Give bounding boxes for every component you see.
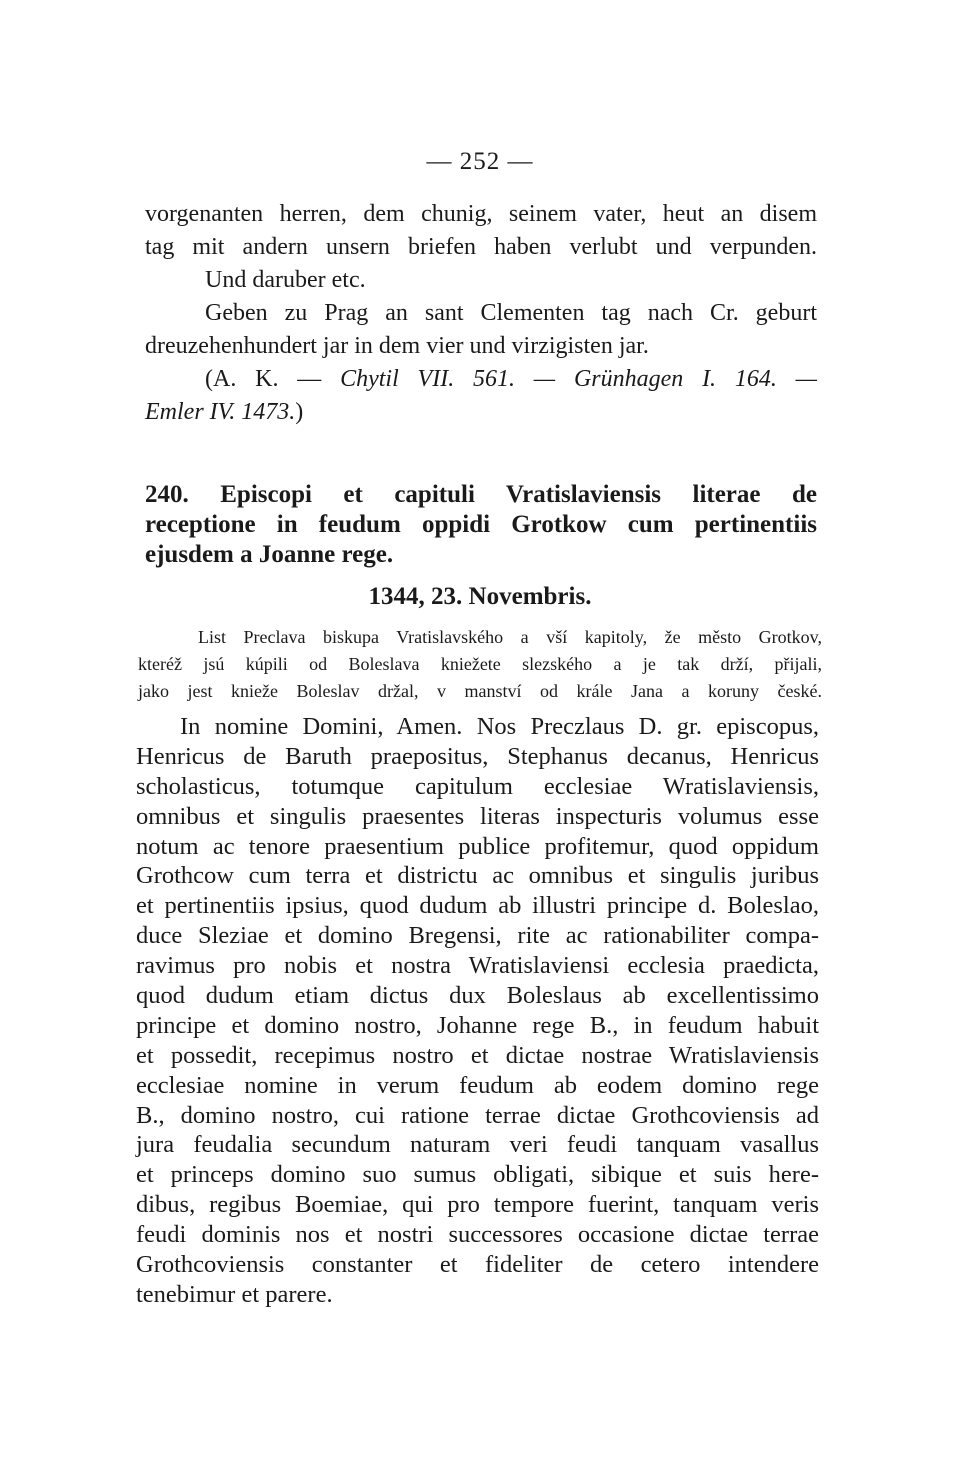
heading-line: ejusdem a Joanne rege. [145, 541, 394, 568]
body-line: et princeps domino suo sumus obligati, sibique et suis here- [136, 1161, 819, 1189]
body-line: Henricus de Baruth praepositus, Stephanus decanus, Henricus [136, 742, 819, 770]
body-line: omnibus et singulis praesentes literas inspecturis volumus esse [136, 802, 819, 830]
reference-line [145, 363, 817, 396]
text-line: dreuzehenhundert jar in dem vier und virzigisten jar. [145, 333, 649, 359]
text-line: Und daruber etc. [205, 267, 366, 293]
summary-line: kteréž jsú kúpili od Boleslava kniežete slezského a je tak drží, přijali, [138, 654, 822, 674]
body-line: feudi dominis nos et nostri successores occasione dictae terrae [136, 1221, 819, 1249]
body-line: jura feudalia secundum naturam veri feudi tanquam vasallus [136, 1131, 819, 1159]
body-line: ecclesiae nomine in verum feudum ab eodem domino rege [136, 1071, 819, 1099]
body-line: notum ac tenore praesentium publice profitemur, quod oppidum [136, 832, 819, 860]
document-heading [145, 480, 817, 570]
body-line: principe et domino nostro, Johanne rege B., in feudum habuit [136, 1011, 819, 1039]
body-line: ravimus pro nobis et nostra Wratislaviensi ecclesia praedicta, [136, 952, 819, 980]
document-body [136, 712, 819, 1310]
heading-line: receptione in feudum oppidi Grotkow cum pertinentiis [145, 511, 817, 538]
reference-sources: Emler IV. 1473. [145, 399, 296, 425]
text-line: tag mit andern unsern briefen haben verlubt und verpunden. [145, 234, 817, 260]
body-line: et pertinentiis ipsius, quod dudum ab illustri principe d. Boleslao, [136, 892, 819, 920]
body-line: Grothcow cum terra et districtu ac omnibus et singulis juribus [136, 862, 819, 890]
text-line: vorgenanten herren, dem chunig, seinem vater, heut an disem [145, 201, 817, 227]
summary-line: jako jest knieže Boleslav držal, v manství od krále Jana a koruny české. [138, 681, 822, 701]
page-number: — 252 — [426, 148, 534, 175]
body-line: tenebimur et parere. [136, 1280, 333, 1308]
body-line: In nomine Domini, Amen. Nos Preczlaus D. gr. episcopus, [180, 713, 819, 740]
previous-document-text [145, 198, 817, 429]
body-line: dibus, regibus Boemiae, qui pro tempore fuerint, tanquam veris [136, 1191, 819, 1219]
body-line: et possedit, recepimus nostro et dictae nostrae Wratislaviensis [136, 1041, 819, 1069]
heading-line: 240. Episcopi et capituli Vratislaviensis literae de [145, 481, 817, 508]
czech-summary [138, 624, 822, 705]
reference-suffix: ) [295, 399, 304, 425]
text-line: Geben zu Prag an sant Clementen tag nach Cr. geburt [205, 300, 817, 326]
body-line: Grothcoviensis constanter et fideliter de cetero intendere [136, 1251, 819, 1279]
body-line: scholasticus, totumque capitulum ecclesiae Wratislaviensis, [136, 772, 819, 800]
document-date: 1344, 23. Novembris. [368, 583, 592, 610]
body-line: duce Sleziae et domino Bregensi, rite ac rationabiliter compa- [136, 922, 819, 950]
body-line: B., domino nostro, cui ratione terrae dictae Grothcoviensis ad [136, 1101, 819, 1129]
summary-line: List Preclava biskupa Vratislavského a vší kapitoly, že město Grotkov, [198, 627, 822, 647]
reference-line [145, 396, 817, 429]
body-line: quod dudum etiam dictus dux Boleslaus ab excellentissimo [136, 982, 819, 1010]
reference-sources: Chytil VII. 561. — Grünhagen I. 164. — [340, 366, 818, 392]
reference-prefix: (A. K. — [205, 366, 341, 392]
